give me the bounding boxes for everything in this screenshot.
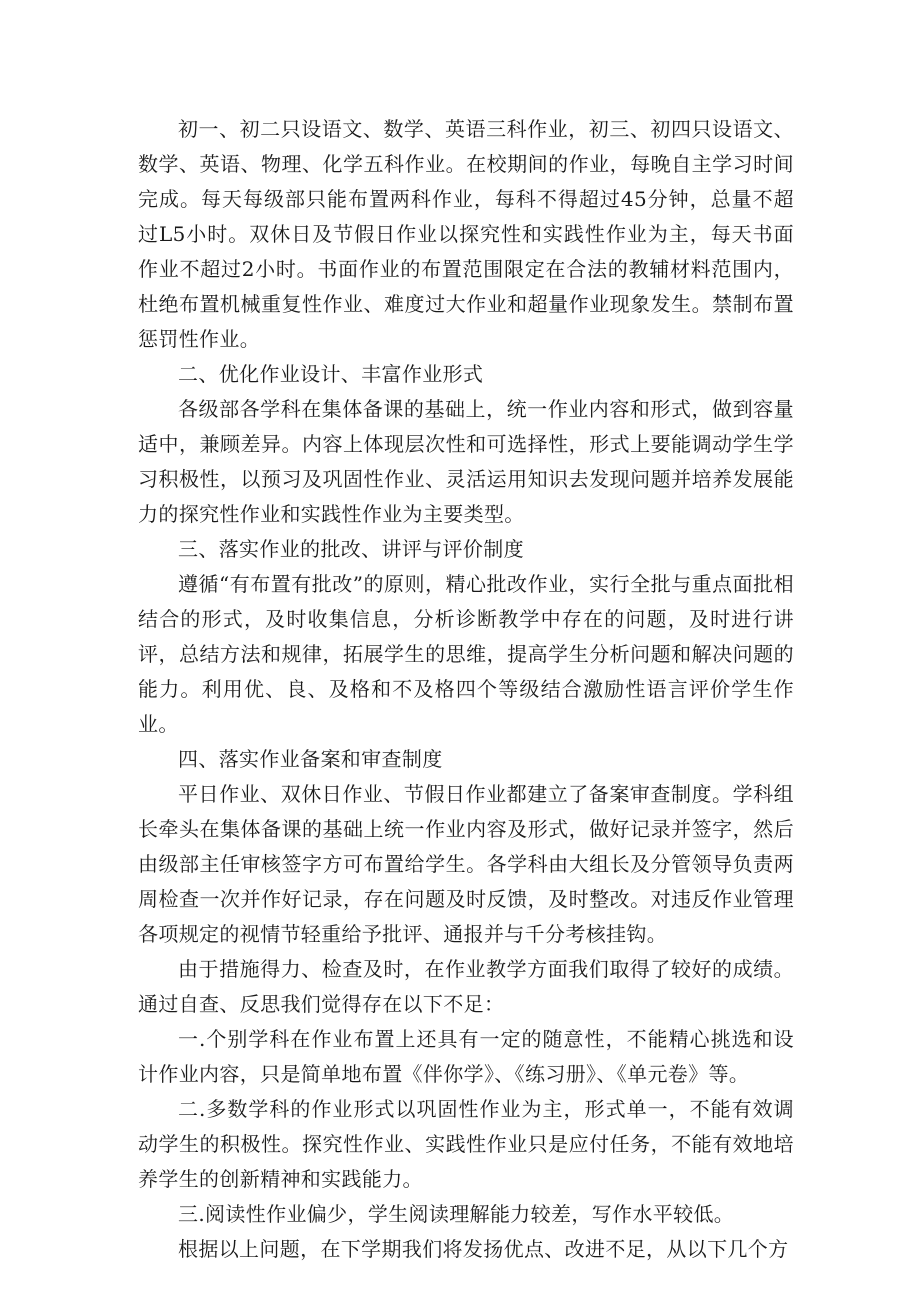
paragraph-summary: 由于措施得力、检查及时，在作业教学方面我们取得了较好的成绩。通过自查、反思我们觉得存在以下不足：: [138, 957, 794, 1016]
section-heading-design: 二、优化作业设计、丰富作业形式: [178, 362, 484, 386]
paragraph-shortcoming-3: 三.阅读性作业偏少，学生阅读理解能力较差，写作水平较低。: [178, 1202, 735, 1226]
paragraph-shortcoming-1: 一.个别学科在作业布置上还具有一定的随意性，不能精心挑选和设计作业内容，只是简单地布置《伴你学》、《练习册》、《单元卷》等。: [138, 1027, 794, 1086]
paragraph-shortcoming-2: 二.多数学科的作业形式以巩固性作业为主，形式单一，不能有效调动学生的积极性。探究性作业、实践性作业只是应付任务，不能有效地培养学生的创新精神和实践能力。: [138, 1097, 794, 1191]
paragraph-review: 平日作业、双休日作业、节假日作业都建立了备案审查制度。学科组长牵头在集体备课的基础上统一作业内容及形式，做好记录并签字，然后由级部主任审核签字方可布置给学生。各学科由大组长及分管领导负责两周检查一次并作好记录，存在问题及时反馈，及时整改。对违反作业管理各项规定的视情节轻重给予批评、通报并与千分考核挂钩。: [138, 782, 794, 946]
paragraph-design: 各级部各学科在集体备课的基础上，统一作业内容和形式，做到容量适中，兼顾差异。内容上体现层次性和可选择性，形式上要能调动学生学习积极性，以预习及巩固性作业、灵活运用知识去发现问题并培养发展能力的探究性作业和实践性作业为主要类型。: [138, 397, 794, 526]
section-heading-review: 四、落实作业备案和审查制度: [178, 747, 443, 771]
paragraph-grading: 遵循“有布置有批改”的原则，精心批改作业，实行全批与重点面批相结合的形式，及时收集信息，分析诊断教学中存在的问题，及时进行讲评，总结方法和规律，拓展学生的思维，提高学生分析问题和解决问题的能力。利用优、良、及格和不及格四个等级结合激励性语言评价学生作业。: [138, 572, 794, 736]
paragraph-plan: 根据以上问题，在下学期我们将发扬优点、改进不足，从以下几个方: [178, 1237, 789, 1261]
section-heading-grading: 三、落实作业的批改、讲评与评价制度: [178, 537, 524, 561]
document-body: [138, 112, 794, 1267]
paragraph-homework-subjects: 初一、初二只设语文、数学、英语三科作业，初三、初四只设语文、数学、英语、物理、化学五科作业。在校期间的作业，每晚自主学习时间完成。每天每级部只能布置两科作业，每科不得超过45分钟，总量不超过L5小时。双休日及节假日作业以探究性和实践性作业为主，每天书面作业不超过2小时。书面作业的布置范围限定在合法的教辅材料范围内，杜绝布置机械重复性作业、难度过大作业和超量作业现象发生。禁制布置惩罚性作业。: [138, 117, 794, 351]
